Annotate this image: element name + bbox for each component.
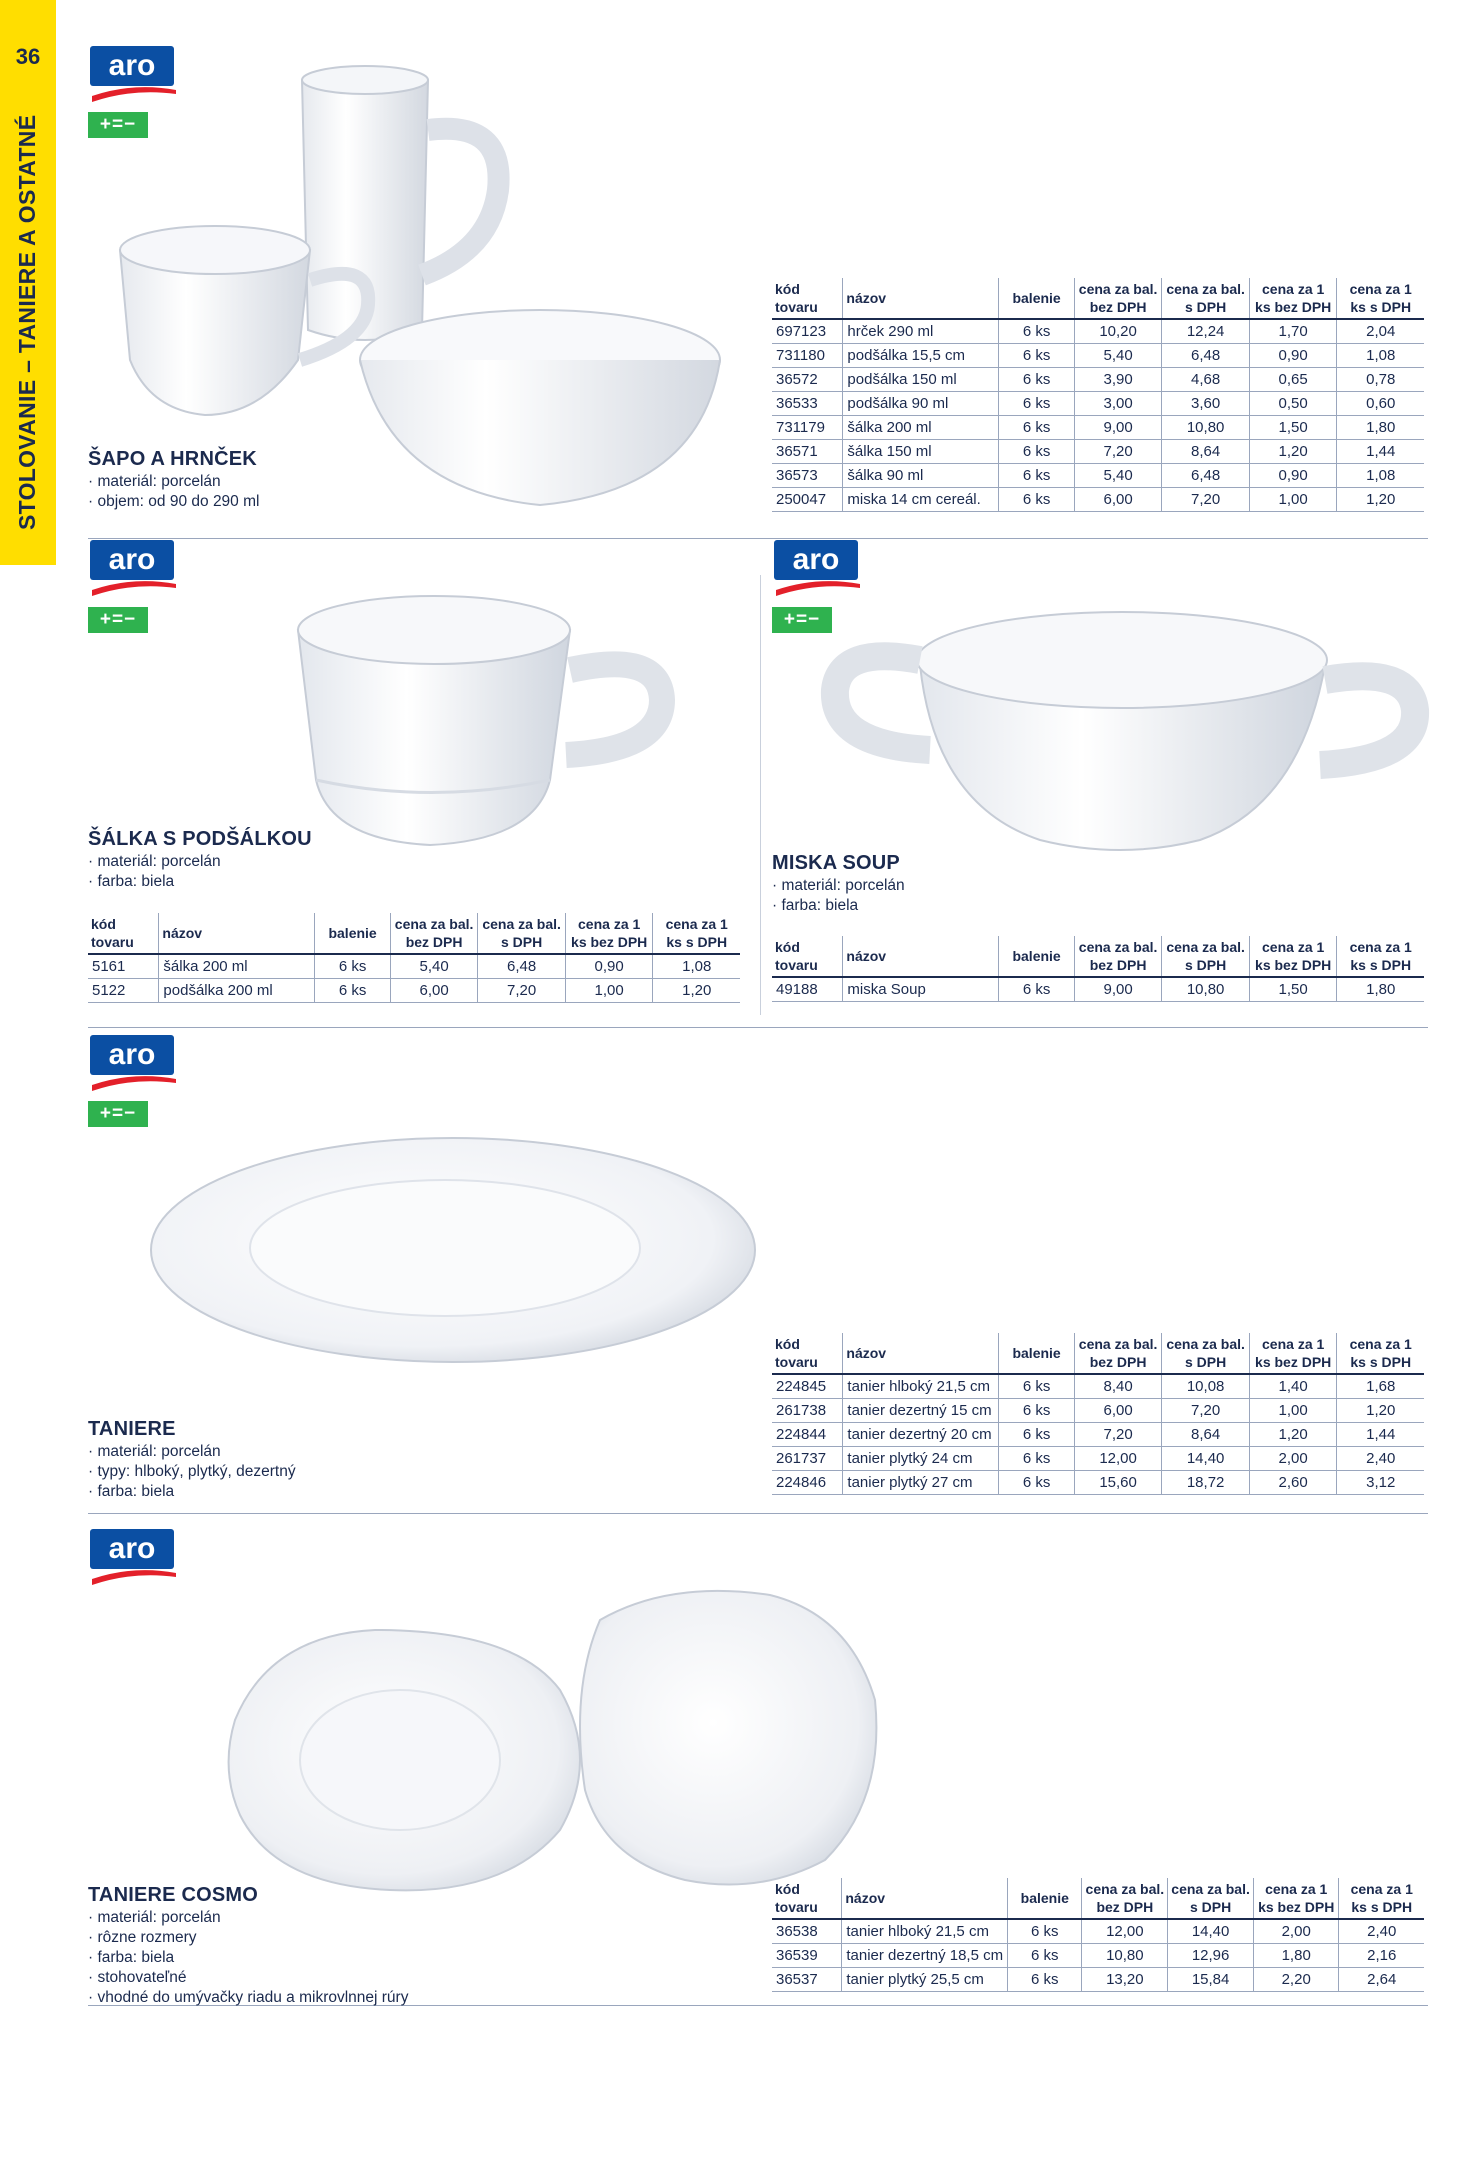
cell: 7,20 bbox=[1162, 488, 1250, 512]
col-header: názov bbox=[842, 1878, 1008, 1919]
product-title: TANIERE bbox=[88, 1418, 176, 1440]
cell: šálka 150 ml bbox=[843, 440, 999, 464]
price-table-sapo bbox=[772, 278, 1424, 512]
col-header: cena za 1 ks s DPH bbox=[1337, 936, 1424, 977]
table-row bbox=[772, 1919, 1424, 1944]
col-header: cena za bal. s DPH bbox=[1162, 278, 1250, 319]
cell: 7,20 bbox=[478, 979, 566, 1003]
col-header: kód tovaru bbox=[772, 936, 843, 977]
cell: 1,20 bbox=[1249, 1423, 1337, 1447]
table-row bbox=[772, 440, 1424, 464]
page-number: 36 bbox=[15, 44, 41, 69]
feature-item: · materiál: porcelán bbox=[88, 1908, 408, 1928]
col-header: balenie bbox=[1008, 1878, 1082, 1919]
cell: 3,12 bbox=[1337, 1471, 1424, 1495]
cell: 0,90 bbox=[1249, 344, 1337, 368]
cell: 1,40 bbox=[1249, 1374, 1337, 1399]
cell: 2,04 bbox=[1337, 319, 1424, 344]
cell: 5,40 bbox=[1074, 464, 1162, 488]
cell: tanier hlboký 21,5 cm bbox=[843, 1374, 999, 1399]
feature-item: · materiál: porcelán bbox=[88, 472, 259, 492]
cell: šálka 200 ml bbox=[843, 416, 999, 440]
cell: 5122 bbox=[88, 979, 159, 1003]
cell: 36571 bbox=[772, 440, 843, 464]
cell: 1,44 bbox=[1337, 440, 1424, 464]
cell: 250047 bbox=[772, 488, 843, 512]
feature-item: · farba: biela bbox=[88, 872, 221, 892]
aro-logo bbox=[772, 538, 862, 586]
cell: 6,48 bbox=[478, 954, 566, 979]
square-plates-image bbox=[215, 1560, 935, 1900]
col-header: cena za bal. s DPH bbox=[1162, 1333, 1250, 1374]
cell: 261738 bbox=[772, 1399, 843, 1423]
cell: 36572 bbox=[772, 368, 843, 392]
product-title: MISKA SOUP bbox=[772, 852, 900, 874]
table-row bbox=[772, 1471, 1424, 1495]
col-header: cena za bal. s DPH bbox=[1168, 1878, 1254, 1919]
stackable-cup-image bbox=[270, 590, 710, 860]
aro-logo bbox=[88, 1527, 178, 1575]
cell: tanier dezertný 18,5 cm bbox=[842, 1944, 1008, 1968]
col-header: názov bbox=[843, 936, 999, 977]
cell: tanier plytký 24 cm bbox=[843, 1447, 999, 1471]
col-header: názov bbox=[159, 913, 315, 954]
cell: 6 ks bbox=[999, 368, 1074, 392]
feature-item: · farba: biela bbox=[88, 1482, 296, 1502]
cell: 6 ks bbox=[999, 1374, 1074, 1399]
cell: tanier dezertný 15 cm bbox=[843, 1399, 999, 1423]
aro-logo bbox=[88, 538, 178, 586]
cell: miska 14 cm cereál. bbox=[843, 488, 999, 512]
price-table-salka bbox=[88, 913, 740, 1003]
cell: 1,08 bbox=[653, 954, 740, 979]
cell: 6 ks bbox=[315, 954, 390, 979]
section-title: STOLOVANIE – TANIERE A OSTATNÉ bbox=[14, 114, 40, 530]
table-row bbox=[772, 1399, 1424, 1423]
cell: 3,00 bbox=[1074, 392, 1162, 416]
cell: 6 ks bbox=[999, 1471, 1074, 1495]
cell: 36573 bbox=[772, 464, 843, 488]
cell: 2,40 bbox=[1339, 1919, 1424, 1944]
feature-item: · materiál: porcelán bbox=[772, 876, 905, 896]
aro-logo bbox=[88, 1033, 178, 1081]
table-row bbox=[772, 1944, 1424, 1968]
table-row bbox=[772, 344, 1424, 368]
col-header: názov bbox=[843, 1333, 999, 1374]
cell: 15,60 bbox=[1074, 1471, 1162, 1495]
cell: 0,65 bbox=[1249, 368, 1337, 392]
table-row bbox=[772, 977, 1424, 1002]
cell: 6 ks bbox=[999, 319, 1074, 344]
svg-text:aro: aro bbox=[108, 1038, 156, 1071]
cell: 224844 bbox=[772, 1423, 843, 1447]
table-row bbox=[772, 488, 1424, 512]
cell: 6 ks bbox=[999, 464, 1074, 488]
col-header: cena za bal. s DPH bbox=[1162, 936, 1250, 977]
feature-list bbox=[88, 852, 221, 892]
feature-list bbox=[772, 876, 905, 916]
cell: 731180 bbox=[772, 344, 843, 368]
cell: 6,00 bbox=[1074, 1399, 1162, 1423]
cell: 12,00 bbox=[1074, 1447, 1162, 1471]
cell: podšálka 150 ml bbox=[843, 368, 999, 392]
cell: 36533 bbox=[772, 392, 843, 416]
cell: šálka 200 ml bbox=[159, 954, 315, 979]
col-header: kód tovaru bbox=[88, 913, 159, 954]
table-row bbox=[772, 1374, 1424, 1399]
cell: 12,96 bbox=[1168, 1944, 1254, 1968]
col-header: kód tovaru bbox=[772, 278, 843, 319]
cell: 10,80 bbox=[1162, 977, 1250, 1002]
cell: 7,20 bbox=[1074, 1423, 1162, 1447]
svg-text:aro: aro bbox=[108, 49, 156, 82]
cell: 6 ks bbox=[999, 1423, 1074, 1447]
cell: 10,80 bbox=[1162, 416, 1250, 440]
cell: 6 ks bbox=[1008, 1944, 1082, 1968]
cell: 36537 bbox=[772, 1968, 842, 1992]
svg-text:aro: aro bbox=[108, 1532, 156, 1565]
cell: 6 ks bbox=[999, 416, 1074, 440]
cell: 15,84 bbox=[1168, 1968, 1254, 1992]
product-title: ŠAPO A HRNČEK bbox=[88, 448, 257, 470]
col-header: cena za 1 ks bez DPH bbox=[1253, 1878, 1339, 1919]
cell: 8,64 bbox=[1162, 440, 1250, 464]
cell: 6 ks bbox=[999, 488, 1074, 512]
table-row bbox=[88, 954, 740, 979]
column-divider bbox=[760, 575, 761, 1015]
cell: 1,00 bbox=[1249, 1399, 1337, 1423]
cell: 6 ks bbox=[999, 344, 1074, 368]
table-row bbox=[772, 416, 1424, 440]
feature-item: · materiál: porcelán bbox=[88, 852, 221, 872]
cell: 1,80 bbox=[1337, 416, 1424, 440]
section-divider bbox=[88, 1513, 1428, 1514]
feature-item: · vhodné do umývačky riadu a mikrovlnnej rúry bbox=[88, 1988, 408, 2008]
cell: 1,50 bbox=[1249, 416, 1337, 440]
cell: 12,24 bbox=[1162, 319, 1250, 344]
cell: 0,50 bbox=[1249, 392, 1337, 416]
col-header: cena za 1 ks bez DPH bbox=[1249, 278, 1337, 319]
cell: 6 ks bbox=[1008, 1919, 1082, 1944]
cell: 1,00 bbox=[565, 979, 653, 1003]
cell: 14,40 bbox=[1168, 1919, 1254, 1944]
cell: 2,00 bbox=[1249, 1447, 1337, 1471]
cell: 14,40 bbox=[1162, 1447, 1250, 1471]
cell: tanier dezertný 20 cm bbox=[843, 1423, 999, 1447]
cell: 10,08 bbox=[1162, 1374, 1250, 1399]
value-badge: +=− bbox=[88, 607, 148, 633]
cell: 36539 bbox=[772, 1944, 842, 1968]
cell: 1,68 bbox=[1337, 1374, 1424, 1399]
cell: 4,68 bbox=[1162, 368, 1250, 392]
cell: 261737 bbox=[772, 1447, 843, 1471]
cell: 9,00 bbox=[1074, 416, 1162, 440]
cell: 6 ks bbox=[315, 979, 390, 1003]
cell: 36538 bbox=[772, 1919, 842, 1944]
feature-item: · farba: biela bbox=[88, 1948, 408, 1968]
col-header: cena za 1 ks s DPH bbox=[653, 913, 740, 954]
cell: 3,60 bbox=[1162, 392, 1250, 416]
feature-list bbox=[88, 472, 259, 512]
cell: tanier plytký 25,5 cm bbox=[842, 1968, 1008, 1992]
value-badge: +=− bbox=[88, 112, 148, 138]
col-header: cena za bal. bez DPH bbox=[1074, 936, 1162, 977]
product-title: ŠÁLKA S PODŠÁLKOU bbox=[88, 828, 312, 850]
round-plate-image bbox=[145, 1130, 765, 1370]
cell: 1,20 bbox=[1337, 488, 1424, 512]
value-badge: +=− bbox=[772, 607, 832, 633]
col-header: cena za bal. bez DPH bbox=[1082, 1878, 1168, 1919]
col-header: balenie bbox=[315, 913, 390, 954]
cell: 0,78 bbox=[1337, 368, 1424, 392]
cell: 224846 bbox=[772, 1471, 843, 1495]
col-header: balenie bbox=[999, 1333, 1074, 1374]
cell: miska Soup bbox=[843, 977, 999, 1002]
col-header: balenie bbox=[999, 278, 1074, 319]
cell: 9,00 bbox=[1074, 977, 1162, 1002]
cell: 2,60 bbox=[1249, 1471, 1337, 1495]
feature-list bbox=[88, 1442, 296, 1502]
cell: 6,48 bbox=[1162, 464, 1250, 488]
cell: 1,80 bbox=[1337, 977, 1424, 1002]
table-row bbox=[772, 368, 1424, 392]
cell: 2,00 bbox=[1253, 1919, 1339, 1944]
table-row bbox=[772, 1968, 1424, 1992]
table-row bbox=[772, 1423, 1424, 1447]
cell: 2,64 bbox=[1339, 1968, 1424, 1992]
cell: 1,00 bbox=[1249, 488, 1337, 512]
cell: 1,80 bbox=[1253, 1944, 1339, 1968]
cell: šálka 90 ml bbox=[843, 464, 999, 488]
col-header: cena za bal. s DPH bbox=[478, 913, 566, 954]
cell: 49188 bbox=[772, 977, 843, 1002]
cell: 10,80 bbox=[1082, 1944, 1168, 1968]
cell: 5,40 bbox=[1074, 344, 1162, 368]
cell: 10,20 bbox=[1074, 319, 1162, 344]
cell: 6,48 bbox=[1162, 344, 1250, 368]
cell: 8,40 bbox=[1074, 1374, 1162, 1399]
price-table-miska bbox=[772, 936, 1424, 1002]
col-header: cena za 1 ks s DPH bbox=[1339, 1878, 1424, 1919]
cell: podšálka 200 ml bbox=[159, 979, 315, 1003]
cell: 6 ks bbox=[999, 977, 1074, 1002]
feature-item: · typy: hlboký, plytký, dezertný bbox=[88, 1462, 296, 1482]
cell: 18,72 bbox=[1162, 1471, 1250, 1495]
feature-item: · objem: od 90 do 290 ml bbox=[88, 492, 259, 512]
price-table-cosmo bbox=[772, 1878, 1424, 1992]
feature-item: · rôzne rozmery bbox=[88, 1928, 408, 1948]
svg-text:aro: aro bbox=[792, 543, 840, 576]
cell: 224845 bbox=[772, 1374, 843, 1399]
cell: 6 ks bbox=[1008, 1968, 1082, 1992]
cell: 0,90 bbox=[1249, 464, 1337, 488]
cell: 5,40 bbox=[390, 954, 478, 979]
cell: 6 ks bbox=[999, 1399, 1074, 1423]
section-divider bbox=[88, 1027, 1428, 1028]
cell: tanier plytký 27 cm bbox=[843, 1471, 999, 1495]
cell: 2,20 bbox=[1253, 1968, 1339, 1992]
feature-item: · materiál: porcelán bbox=[88, 1442, 296, 1462]
col-header: cena za bal. bez DPH bbox=[390, 913, 478, 954]
cell: 6 ks bbox=[999, 392, 1074, 416]
cell: 1,50 bbox=[1249, 977, 1337, 1002]
cell: 5161 bbox=[88, 954, 159, 979]
col-header: názov bbox=[843, 278, 999, 319]
table-row bbox=[772, 1447, 1424, 1471]
col-header: cena za 1 ks bez DPH bbox=[1249, 1333, 1337, 1374]
col-header: balenie bbox=[999, 936, 1074, 977]
soup-bowl-image bbox=[820, 585, 1430, 875]
table-row bbox=[772, 464, 1424, 488]
cell: 13,20 bbox=[1082, 1968, 1168, 1992]
cell: 6,00 bbox=[1074, 488, 1162, 512]
cell: 1,08 bbox=[1337, 464, 1424, 488]
section-divider bbox=[88, 538, 1428, 539]
cell: 1,44 bbox=[1337, 1423, 1424, 1447]
cell: 731179 bbox=[772, 416, 843, 440]
table-row bbox=[772, 392, 1424, 416]
cell: 0,60 bbox=[1337, 392, 1424, 416]
cell: podšálka 15,5 cm bbox=[843, 344, 999, 368]
cell: 6,00 bbox=[390, 979, 478, 1003]
col-header: cena za 1 ks bez DPH bbox=[565, 913, 653, 954]
cell: 3,90 bbox=[1074, 368, 1162, 392]
table-row bbox=[88, 979, 740, 1003]
col-header: kód tovaru bbox=[772, 1878, 842, 1919]
cell: 8,64 bbox=[1162, 1423, 1250, 1447]
cell: podšálka 90 ml bbox=[843, 392, 999, 416]
feature-item: · stohovateľné bbox=[88, 1968, 408, 1988]
cell: 1,70 bbox=[1249, 319, 1337, 344]
cell: 2,16 bbox=[1339, 1944, 1424, 1968]
product-title: TANIERE COSMO bbox=[88, 1884, 259, 1906]
price-table-taniere bbox=[772, 1333, 1424, 1495]
cell: 1,20 bbox=[1337, 1399, 1424, 1423]
cell: tanier hlboký 21,5 cm bbox=[842, 1919, 1008, 1944]
cell: 1,20 bbox=[1249, 440, 1337, 464]
cell: 6 ks bbox=[999, 1447, 1074, 1471]
cell: 1,20 bbox=[653, 979, 740, 1003]
col-header: cena za 1 ks s DPH bbox=[1337, 1333, 1424, 1374]
cell: 7,20 bbox=[1074, 440, 1162, 464]
feature-list bbox=[88, 1908, 408, 2008]
cell: 12,00 bbox=[1082, 1919, 1168, 1944]
value-badge: +=− bbox=[88, 1101, 148, 1127]
cell: 7,20 bbox=[1162, 1399, 1250, 1423]
col-header: cena za 1 ks s DPH bbox=[1337, 278, 1424, 319]
feature-item: · farba: biela bbox=[772, 896, 905, 916]
col-header: cena za bal. bez DPH bbox=[1074, 278, 1162, 319]
col-header: cena za bal. bez DPH bbox=[1074, 1333, 1162, 1374]
svg-text:aro: aro bbox=[108, 543, 156, 576]
col-header: cena za 1 ks bez DPH bbox=[1249, 936, 1337, 977]
cell: hrček 290 ml bbox=[843, 319, 999, 344]
cell: 2,40 bbox=[1337, 1447, 1424, 1471]
cell: 0,90 bbox=[565, 954, 653, 979]
cell: 697123 bbox=[772, 319, 843, 344]
table-row bbox=[772, 319, 1424, 344]
cell: 6 ks bbox=[999, 440, 1074, 464]
cell: 1,08 bbox=[1337, 344, 1424, 368]
col-header: kód tovaru bbox=[772, 1333, 843, 1374]
